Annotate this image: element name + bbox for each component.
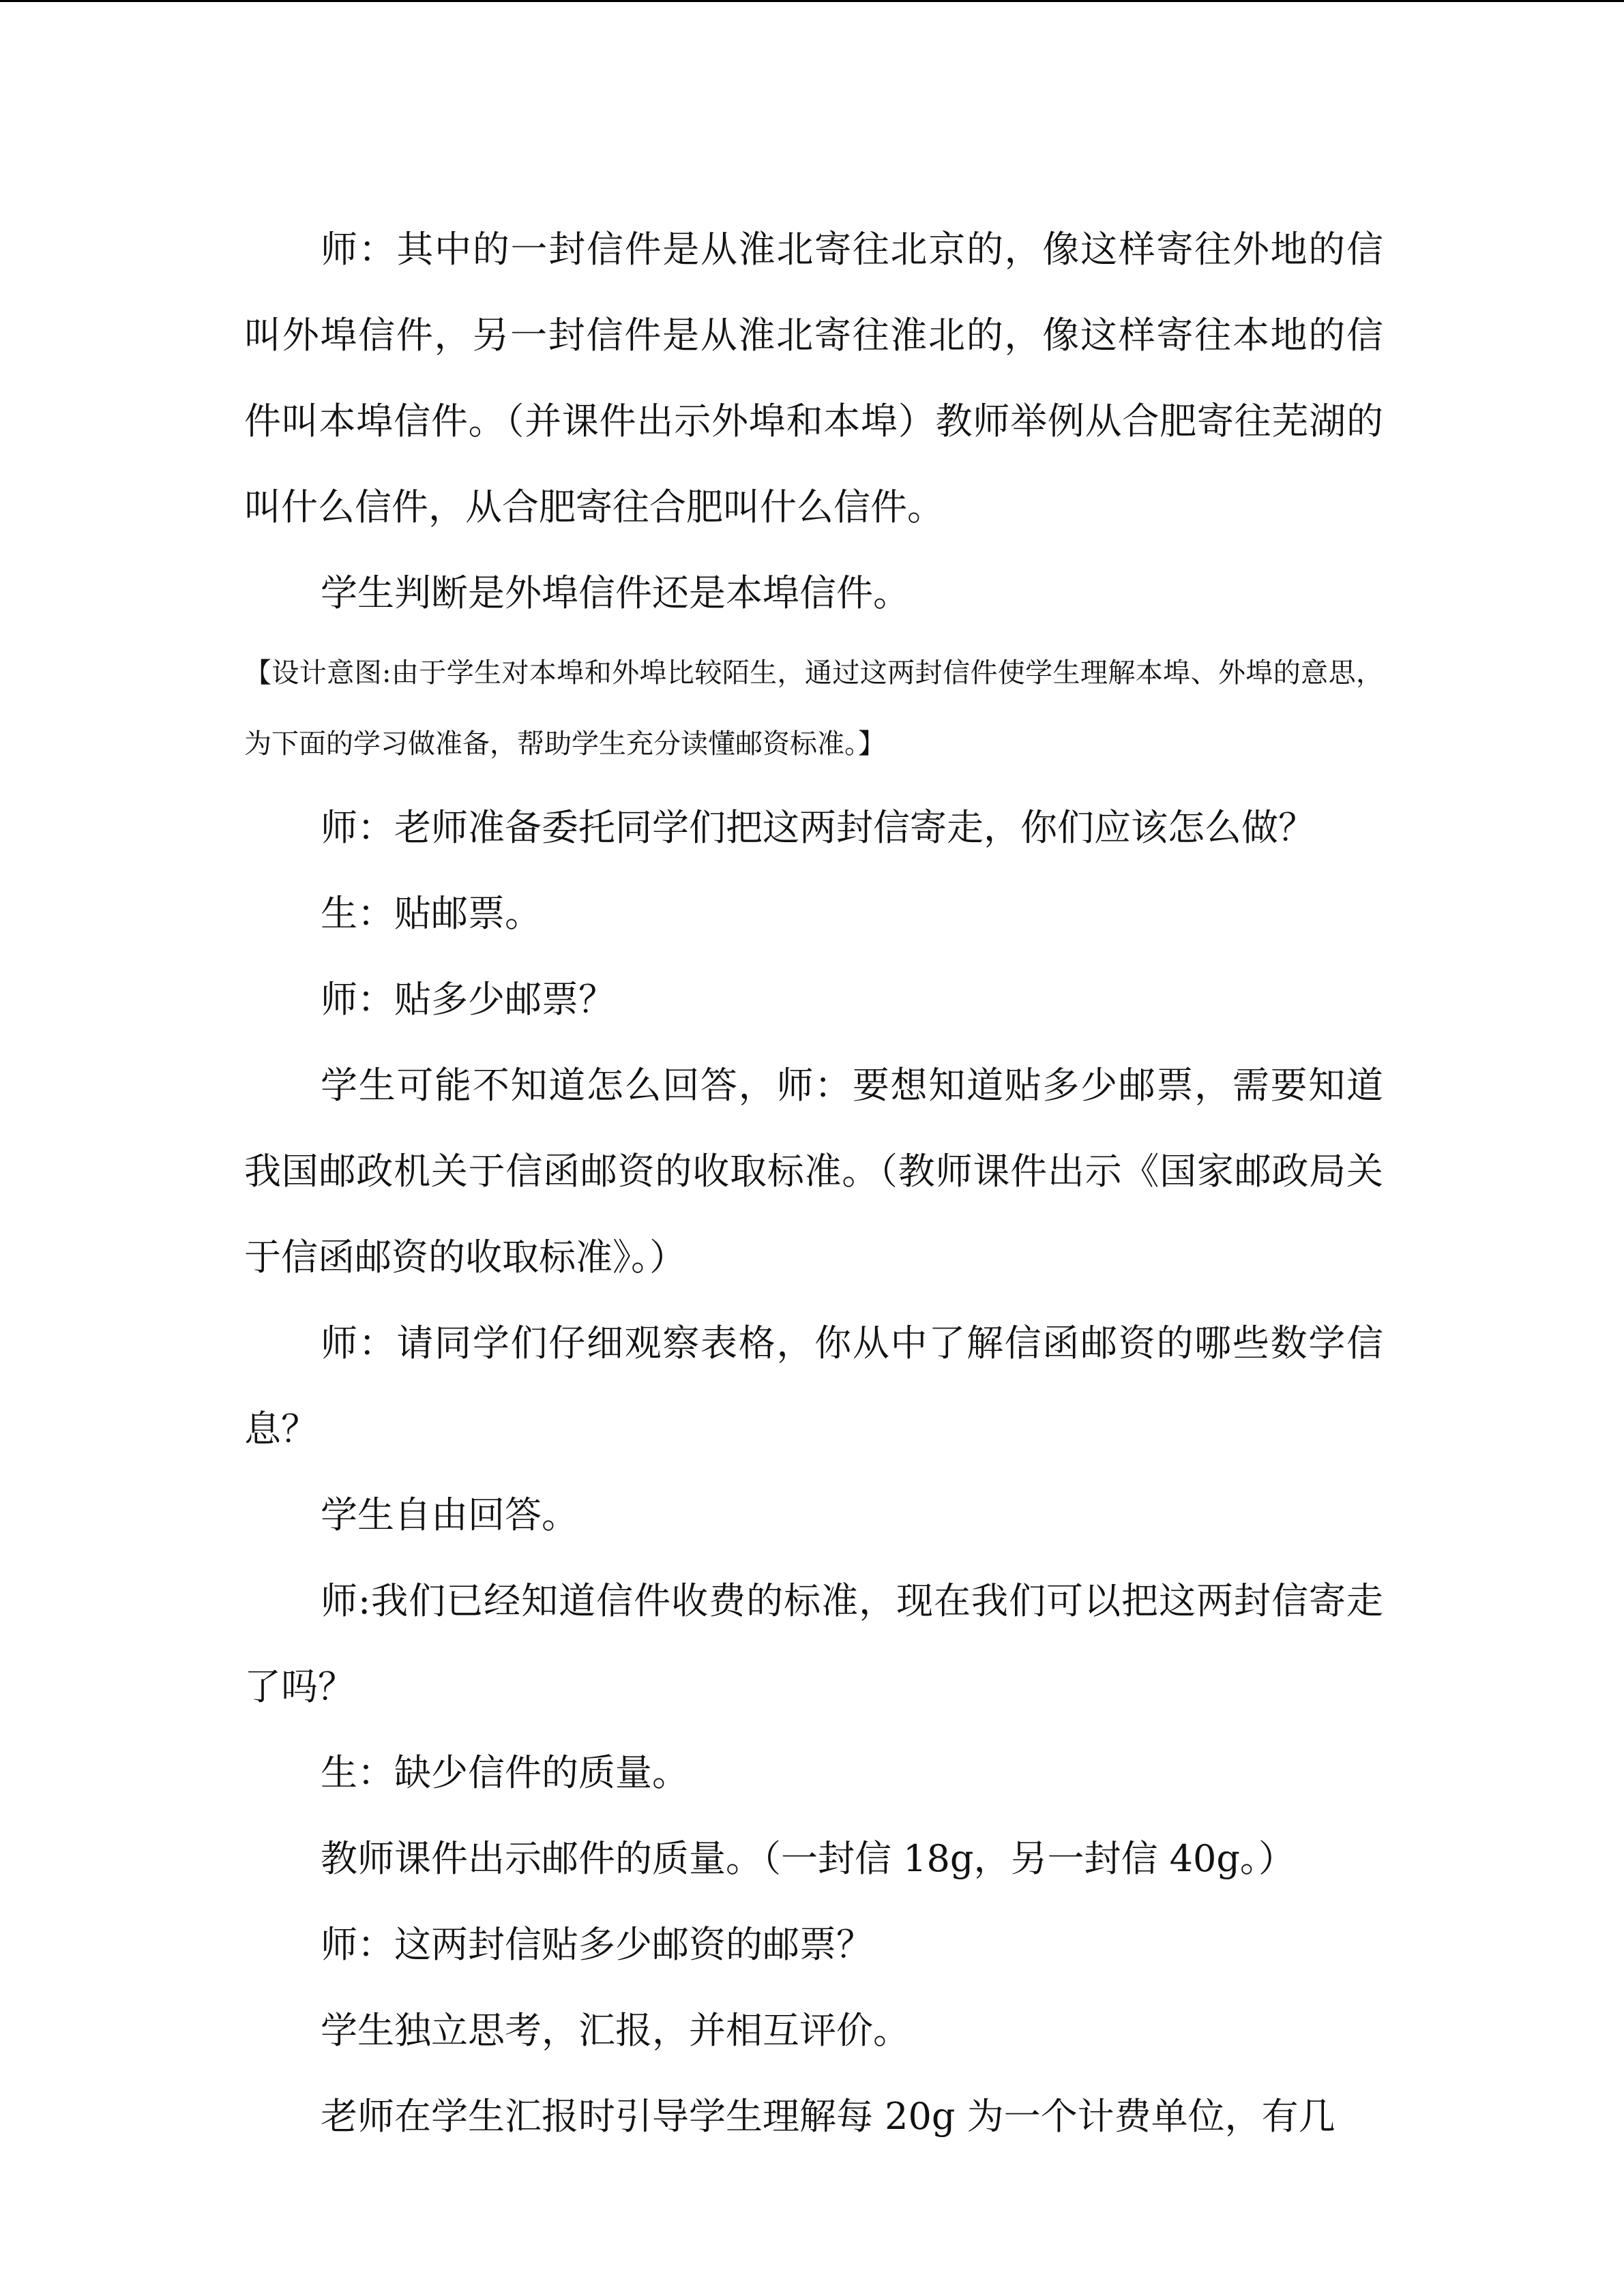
paragraph-teacher-send-letters: 师：老师准备委托同学们把这两封信寄走，你们应该怎么做？: [321, 806, 1315, 849]
paragraph-student-judge: 学生判断是外埠信件还是本埠信件。: [321, 571, 910, 614]
paragraph-teacher-letters-intro: 师：其中的一封信件是从淮北寄往北京的，像这样寄往外地的信叫外埠信件，另一封信件是从淮北寄往淮北的，像这样寄往本地的信件叫本埠信件。（并课件出示外埠和本埠）教师举例从合肥寄往芜湖的叫什么信件，从合肥寄往合肥叫什么信件。: [244, 228, 1383, 528]
paragraph-student-stamp: 生：贴邮票。: [321, 892, 542, 935]
paragraph-free-answer: 学生自由回答。: [321, 1493, 578, 1536]
paragraph-observe-table: 师：请同学们仔细观察表格，你从中了解信函邮资的哪些数学信息？: [244, 1322, 1383, 1450]
paragraph-postage-standard: 学生可能不知道怎么回答，师：要想知道贴多少邮票，需要知道我国邮政机关于信函邮资的收取标准。（教师课件出示《国家邮政局关于信函邮资的收取标准》。）: [244, 1064, 1383, 1279]
paragraph-independent-thinking: 学生独立思考，汇报，并相互评价。: [321, 2009, 910, 2052]
paragraph-can-send: 师:我们已经知道信件收费的标准，现在我们可以把这两封信寄走了吗？: [244, 1579, 1383, 1708]
paragraph-teacher-how-many: 师：贴多少邮票？: [321, 978, 615, 1021]
paragraph-missing-weight: 生：缺少信件的质量。: [321, 1751, 689, 1794]
paragraph-billing-unit: 老师在学生汇报时引导学生理解每 20g 为一个计费单位，有几: [321, 2095, 1335, 2138]
paragraph-show-weight: 教师课件出示邮件的质量。（一封信 18g，另一封信 40g。）: [321, 1837, 1295, 1880]
document-body: [244, 207, 1383, 2160]
paragraph-postage-question: 师：这两封信贴多少邮资的邮票？: [321, 1923, 873, 1966]
design-intent-note: 【设计意图:由于学生对本埠和外埠比较陌生，通过这两封信件使学生理解本埠、外埠的意思，为下面的学习做准备，帮助学生充分读懂邮资标准。】: [244, 657, 1383, 760]
